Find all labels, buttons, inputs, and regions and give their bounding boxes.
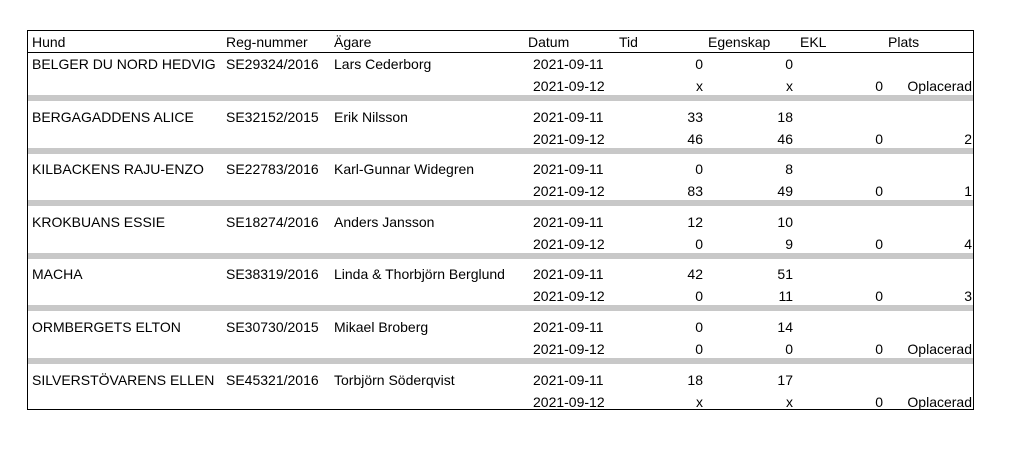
reg-number: SE32152/2015 bbox=[226, 108, 319, 125]
datum-cell: 2021-09-11 bbox=[533, 319, 604, 335]
owner-name: Linda & Thorbjörn Berglund bbox=[334, 266, 505, 283]
tid-cell: 0 bbox=[695, 341, 703, 357]
tid-cell: 33 bbox=[687, 108, 703, 125]
datum-cell: 2021-09-12 bbox=[533, 341, 605, 357]
tid-cell: 0 bbox=[695, 235, 703, 252]
dog-group bbox=[28, 263, 973, 316]
ekl-cell: 0 bbox=[875, 183, 883, 200]
owner-name: Karl-Gunnar Widegren bbox=[334, 161, 475, 178]
dog-name: BERGAGADDENS ALICE bbox=[32, 108, 194, 125]
dog-group bbox=[28, 106, 973, 159]
group-separator bbox=[28, 148, 973, 154]
header-reg-nummer: Reg-nummer bbox=[226, 34, 308, 50]
tid-cell: 0 bbox=[695, 319, 703, 335]
group-separator bbox=[28, 253, 973, 259]
tid-cell: x bbox=[696, 393, 703, 410]
owner-name: Lars Cederborg bbox=[334, 56, 432, 72]
datum-cell: 2021-09-11 bbox=[533, 213, 604, 230]
datum-cell: 2021-09-12 bbox=[533, 183, 605, 200]
reg-number: SE30730/2015 bbox=[226, 319, 319, 335]
ekl-cell: 0 bbox=[875, 288, 883, 305]
dog-group bbox=[28, 53, 973, 106]
egenskap-cell: 18 bbox=[777, 108, 793, 125]
dog-group bbox=[28, 316, 973, 369]
ekl-cell: 0 bbox=[875, 78, 883, 94]
tid-cell: 12 bbox=[687, 213, 703, 230]
tid-cell: 83 bbox=[687, 183, 703, 200]
ekl-cell: 0 bbox=[875, 130, 883, 147]
egenskap-cell: 9 bbox=[785, 235, 793, 252]
tid-cell: 18 bbox=[687, 371, 703, 388]
group-separator bbox=[28, 305, 973, 311]
group-separator bbox=[28, 95, 973, 101]
dog-name: MACHA bbox=[32, 266, 83, 283]
reg-number: SE29324/2016 bbox=[226, 56, 319, 72]
header-tid: Tid bbox=[619, 34, 638, 50]
header-agare: Ägare bbox=[334, 34, 372, 50]
dog-name: BELGER DU NORD HEDVIG bbox=[32, 56, 216, 72]
tid-cell: 46 bbox=[687, 130, 703, 147]
egenskap-cell: 11 bbox=[778, 288, 793, 305]
results-table bbox=[27, 30, 974, 410]
plats-cell: 2 bbox=[964, 130, 972, 147]
datum-cell: 2021-09-11 bbox=[533, 108, 604, 125]
dog-group bbox=[28, 158, 973, 211]
header-ekl: EKL bbox=[800, 34, 827, 50]
ekl-cell: 0 bbox=[875, 341, 883, 357]
ekl-cell: 0 bbox=[875, 393, 883, 410]
group-separator bbox=[28, 358, 973, 364]
datum-cell: 2021-09-12 bbox=[533, 393, 605, 410]
owner-name: Erik Nilsson bbox=[334, 108, 408, 125]
egenskap-cell: 0 bbox=[785, 56, 793, 72]
datum-cell: 2021-09-11 bbox=[533, 56, 604, 72]
egenskap-cell: 17 bbox=[777, 371, 793, 388]
tid-cell: 0 bbox=[695, 161, 703, 178]
plats-cell: Oplacerad bbox=[907, 78, 972, 94]
egenskap-cell: 14 bbox=[777, 319, 793, 335]
owner-name: Torbjörn Söderqvist bbox=[334, 371, 455, 388]
datum-cell: 2021-09-11 bbox=[533, 266, 604, 283]
dog-group bbox=[28, 211, 973, 264]
datum-cell: 2021-09-11 bbox=[533, 371, 604, 388]
datum-cell: 2021-09-12 bbox=[533, 235, 605, 252]
datum-cell: 2021-09-12 bbox=[533, 130, 605, 147]
reg-number: SE45321/2016 bbox=[226, 371, 319, 388]
table-header bbox=[28, 31, 973, 53]
plats-cell: 4 bbox=[964, 235, 972, 252]
egenskap-cell: 49 bbox=[777, 183, 793, 200]
tid-cell: 0 bbox=[695, 288, 703, 305]
dog-name: SILVERSTÖVARENS ELLEN bbox=[32, 371, 215, 388]
tid-cell: 0 bbox=[695, 56, 703, 72]
reg-number: SE38319/2016 bbox=[226, 266, 319, 283]
egenskap-cell: 10 bbox=[777, 213, 793, 230]
ekl-cell: 0 bbox=[875, 235, 883, 252]
owner-name: Mikael Broberg bbox=[334, 319, 429, 335]
dog-name: ORMBERGETS ELTON bbox=[32, 319, 181, 335]
header-plats: Plats bbox=[888, 34, 920, 50]
reg-number: SE22783/2016 bbox=[226, 161, 319, 178]
tid-cell: 42 bbox=[687, 266, 703, 283]
reg-number: SE18274/2016 bbox=[226, 213, 319, 230]
egenskap-cell: 51 bbox=[777, 266, 793, 283]
dog-group bbox=[28, 369, 973, 422]
tid-cell: x bbox=[696, 78, 703, 94]
datum-cell: 2021-09-11 bbox=[533, 161, 604, 178]
plats-cell: Oplacerad bbox=[907, 393, 972, 410]
plats-cell: Oplacerad bbox=[907, 341, 972, 357]
egenskap-cell: x bbox=[786, 78, 793, 94]
egenskap-cell: 8 bbox=[785, 161, 793, 178]
group-separator bbox=[28, 200, 973, 206]
dog-name: KILBACKENS RAJU-ENZO bbox=[32, 161, 204, 178]
egenskap-cell: x bbox=[786, 393, 793, 410]
plats-cell: 1 bbox=[964, 183, 972, 200]
datum-cell: 2021-09-12 bbox=[533, 78, 605, 94]
egenskap-cell: 0 bbox=[785, 341, 793, 357]
header-datum: Datum bbox=[528, 34, 570, 50]
plats-cell: 3 bbox=[964, 288, 972, 305]
owner-name: Anders Jansson bbox=[334, 213, 435, 230]
header-egenskap: Egenskap bbox=[708, 34, 771, 50]
datum-cell: 2021-09-12 bbox=[533, 288, 605, 305]
egenskap-cell: 46 bbox=[777, 130, 793, 147]
dog-name: KROKBUANS ESSIE bbox=[32, 213, 166, 230]
header-hund: Hund bbox=[32, 34, 66, 50]
